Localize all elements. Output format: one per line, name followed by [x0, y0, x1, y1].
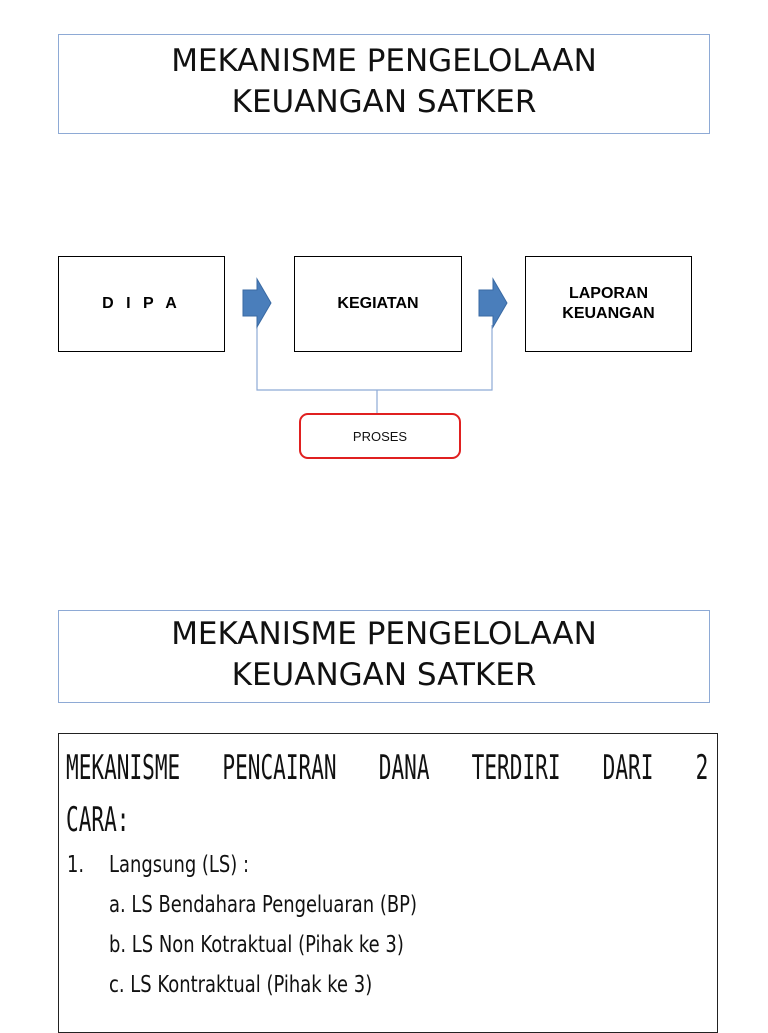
flow-box-kegiatan-label: KEGIATAN: [337, 295, 419, 312]
right-arrow-icon: [243, 279, 271, 327]
content-heading-line-2: CARA:: [66, 800, 130, 840]
process-label: PROSES: [352, 428, 408, 444]
flow-box-dipa: [58, 256, 225, 352]
top-title-line-2: KEUANGAN SATKER: [231, 84, 537, 120]
bottom-title-line-1: MEKANISME PENGELOLAAN: [171, 616, 597, 652]
heading-word: DANA: [378, 748, 430, 788]
content-heading-line-1: [66, 748, 709, 788]
heading-word: TERDIRI: [471, 748, 561, 788]
list-item: Langsung (LS) :: [109, 852, 250, 878]
list-item-number: 1.: [67, 852, 85, 878]
right-arrow-icon: [479, 279, 507, 327]
process-box: [299, 413, 461, 459]
list-subitem: b. LS Non Kotraktual (Pihak ke 3): [109, 932, 404, 958]
bottom-title-line-2: KEUANGAN SATKER: [231, 657, 537, 693]
list-subitem: c. LS Kontraktual (Pihak ke 3): [109, 972, 373, 998]
flow-box-dipa-label: D I P A: [102, 295, 181, 312]
content-box: [58, 733, 718, 1033]
flow-box-laporan-line-1: LAPORAN: [568, 285, 649, 302]
flow-box-kegiatan: [294, 256, 462, 352]
flow-box-laporan-keuangan: [525, 256, 692, 352]
heading-word: PENCAIRAN: [222, 748, 337, 788]
heading-word: MEKANISME: [66, 748, 181, 788]
list-subitem: a. LS Bendahara Pengeluaran (BP): [109, 892, 417, 918]
heading-word: 2: [695, 748, 709, 788]
top-title-line-1: MEKANISME PENGELOLAAN: [171, 43, 597, 79]
heading-word: DARI: [602, 748, 654, 788]
flow-diagram-graphics: [0, 0, 768, 480]
flow-box-laporan-line-2: KEUANGAN: [562, 305, 655, 322]
bottom-slide-title: [58, 610, 710, 703]
